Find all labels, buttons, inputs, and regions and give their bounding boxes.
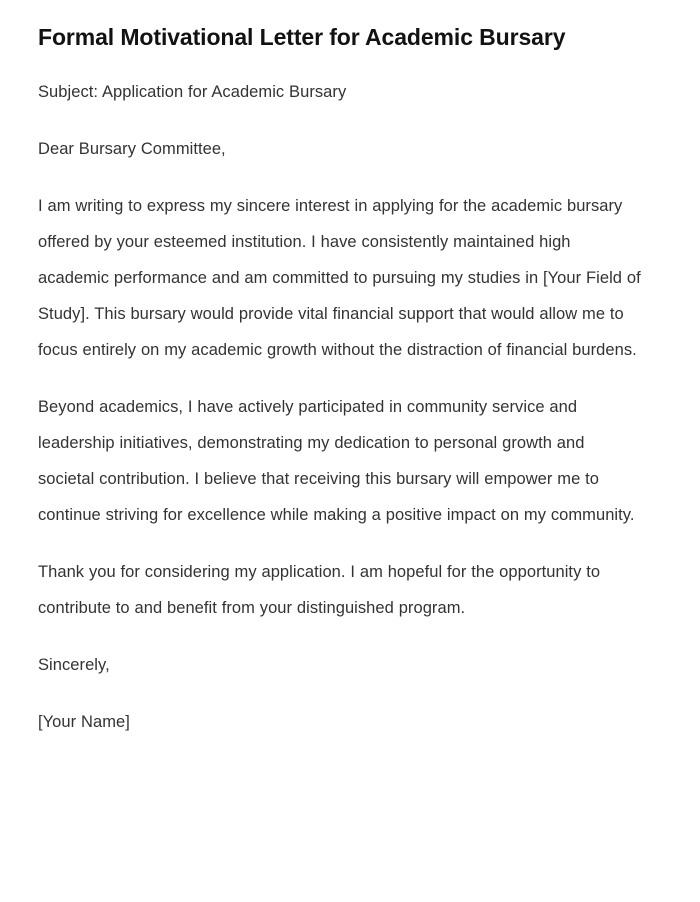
signature-name: [Your Name] [38,713,130,731]
letter-body [38,74,642,740]
closing-line: Sincerely, [38,656,110,674]
page-title: Formal Motivational Letter for Academic Bursary [38,24,566,50]
salutation: Dear Bursary Committee, [38,140,226,158]
body-paragraph-3: Thank you for considering my application. I am hopeful for the opportunity to contribute to and benefit from your distinguished program. [38,563,601,617]
body-paragraph-2: Beyond academics, I have actively participated in community service and leadership initiatives, demonstrating my dedication to personal growth and societal contribution. I believe that receiving this bursary will empower me to continue striving for excellence while making a positive impact on my community. [38,398,635,524]
subject-line: Subject: Application for Academic Bursary [38,83,347,101]
body-paragraph-1: I am writing to express my sincere interest in applying for the academic bursary offered by your esteemed institution. I have consistently maintained high academic performance and am committed to pursuing my studies in [Your Field of Study]. This bursary would provide vital financial support that would allow me to focus entirely on my academic growth without the distraction of financial burdens. [38,197,641,359]
